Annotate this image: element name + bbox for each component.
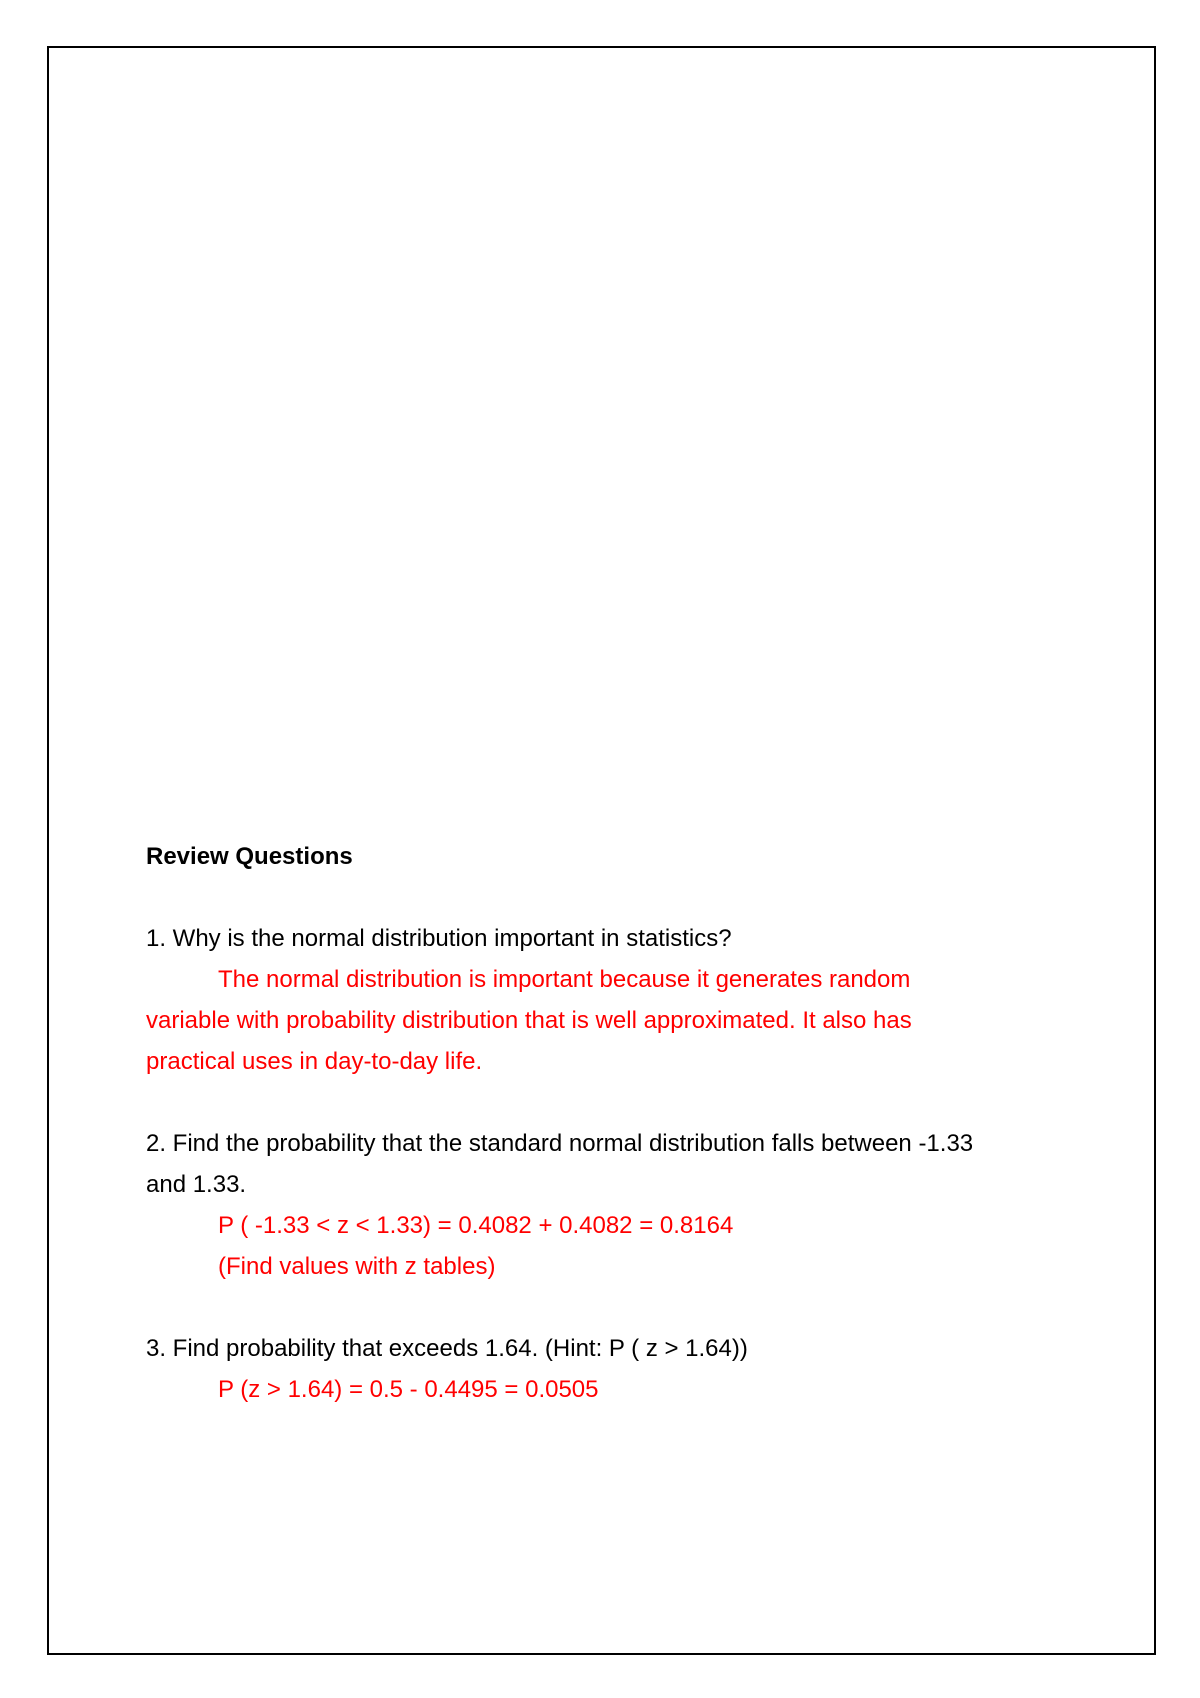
question-1-text: 1. Why is the normal distribution important in statistics? [146,925,732,952]
review-questions-section [146,836,1086,1410]
question-3-answer: P (z > 1.64) = 0.5 - 0.4495 = 0.0505 [218,1376,599,1403]
question-1-answer-line-2: variable with probability distribution that is well approximated. It also has [146,1007,912,1034]
question-2-block [146,1123,1086,1287]
question-1-answer-line-1: The normal distribution is important because it generates random [218,966,911,993]
question-1-block [146,918,1086,1082]
question-3-block [146,1328,1086,1410]
question-2-answer-line-1: P ( -1.33 < z < 1.33) = 0.4082 + 0.4082 = 0.8164 [218,1212,734,1239]
question-2-text-line-2: and 1.33. [146,1171,247,1198]
spacer [146,1287,1086,1328]
question-1-answer-line-3: practical uses in day-to-day life. [146,1048,483,1075]
spacer [146,1082,1086,1123]
question-2-answer-line-2: (Find values with z tables) [218,1253,496,1280]
spacer [146,877,1086,918]
question-2-text-line-1: 2. Find the probability that the standard normal distribution falls between -1.33 [146,1130,974,1157]
section-title: Review Questions [146,843,353,870]
question-3-text: 3. Find probability that exceeds 1.64. (Hint: P ( z > 1.64)) [146,1335,748,1362]
